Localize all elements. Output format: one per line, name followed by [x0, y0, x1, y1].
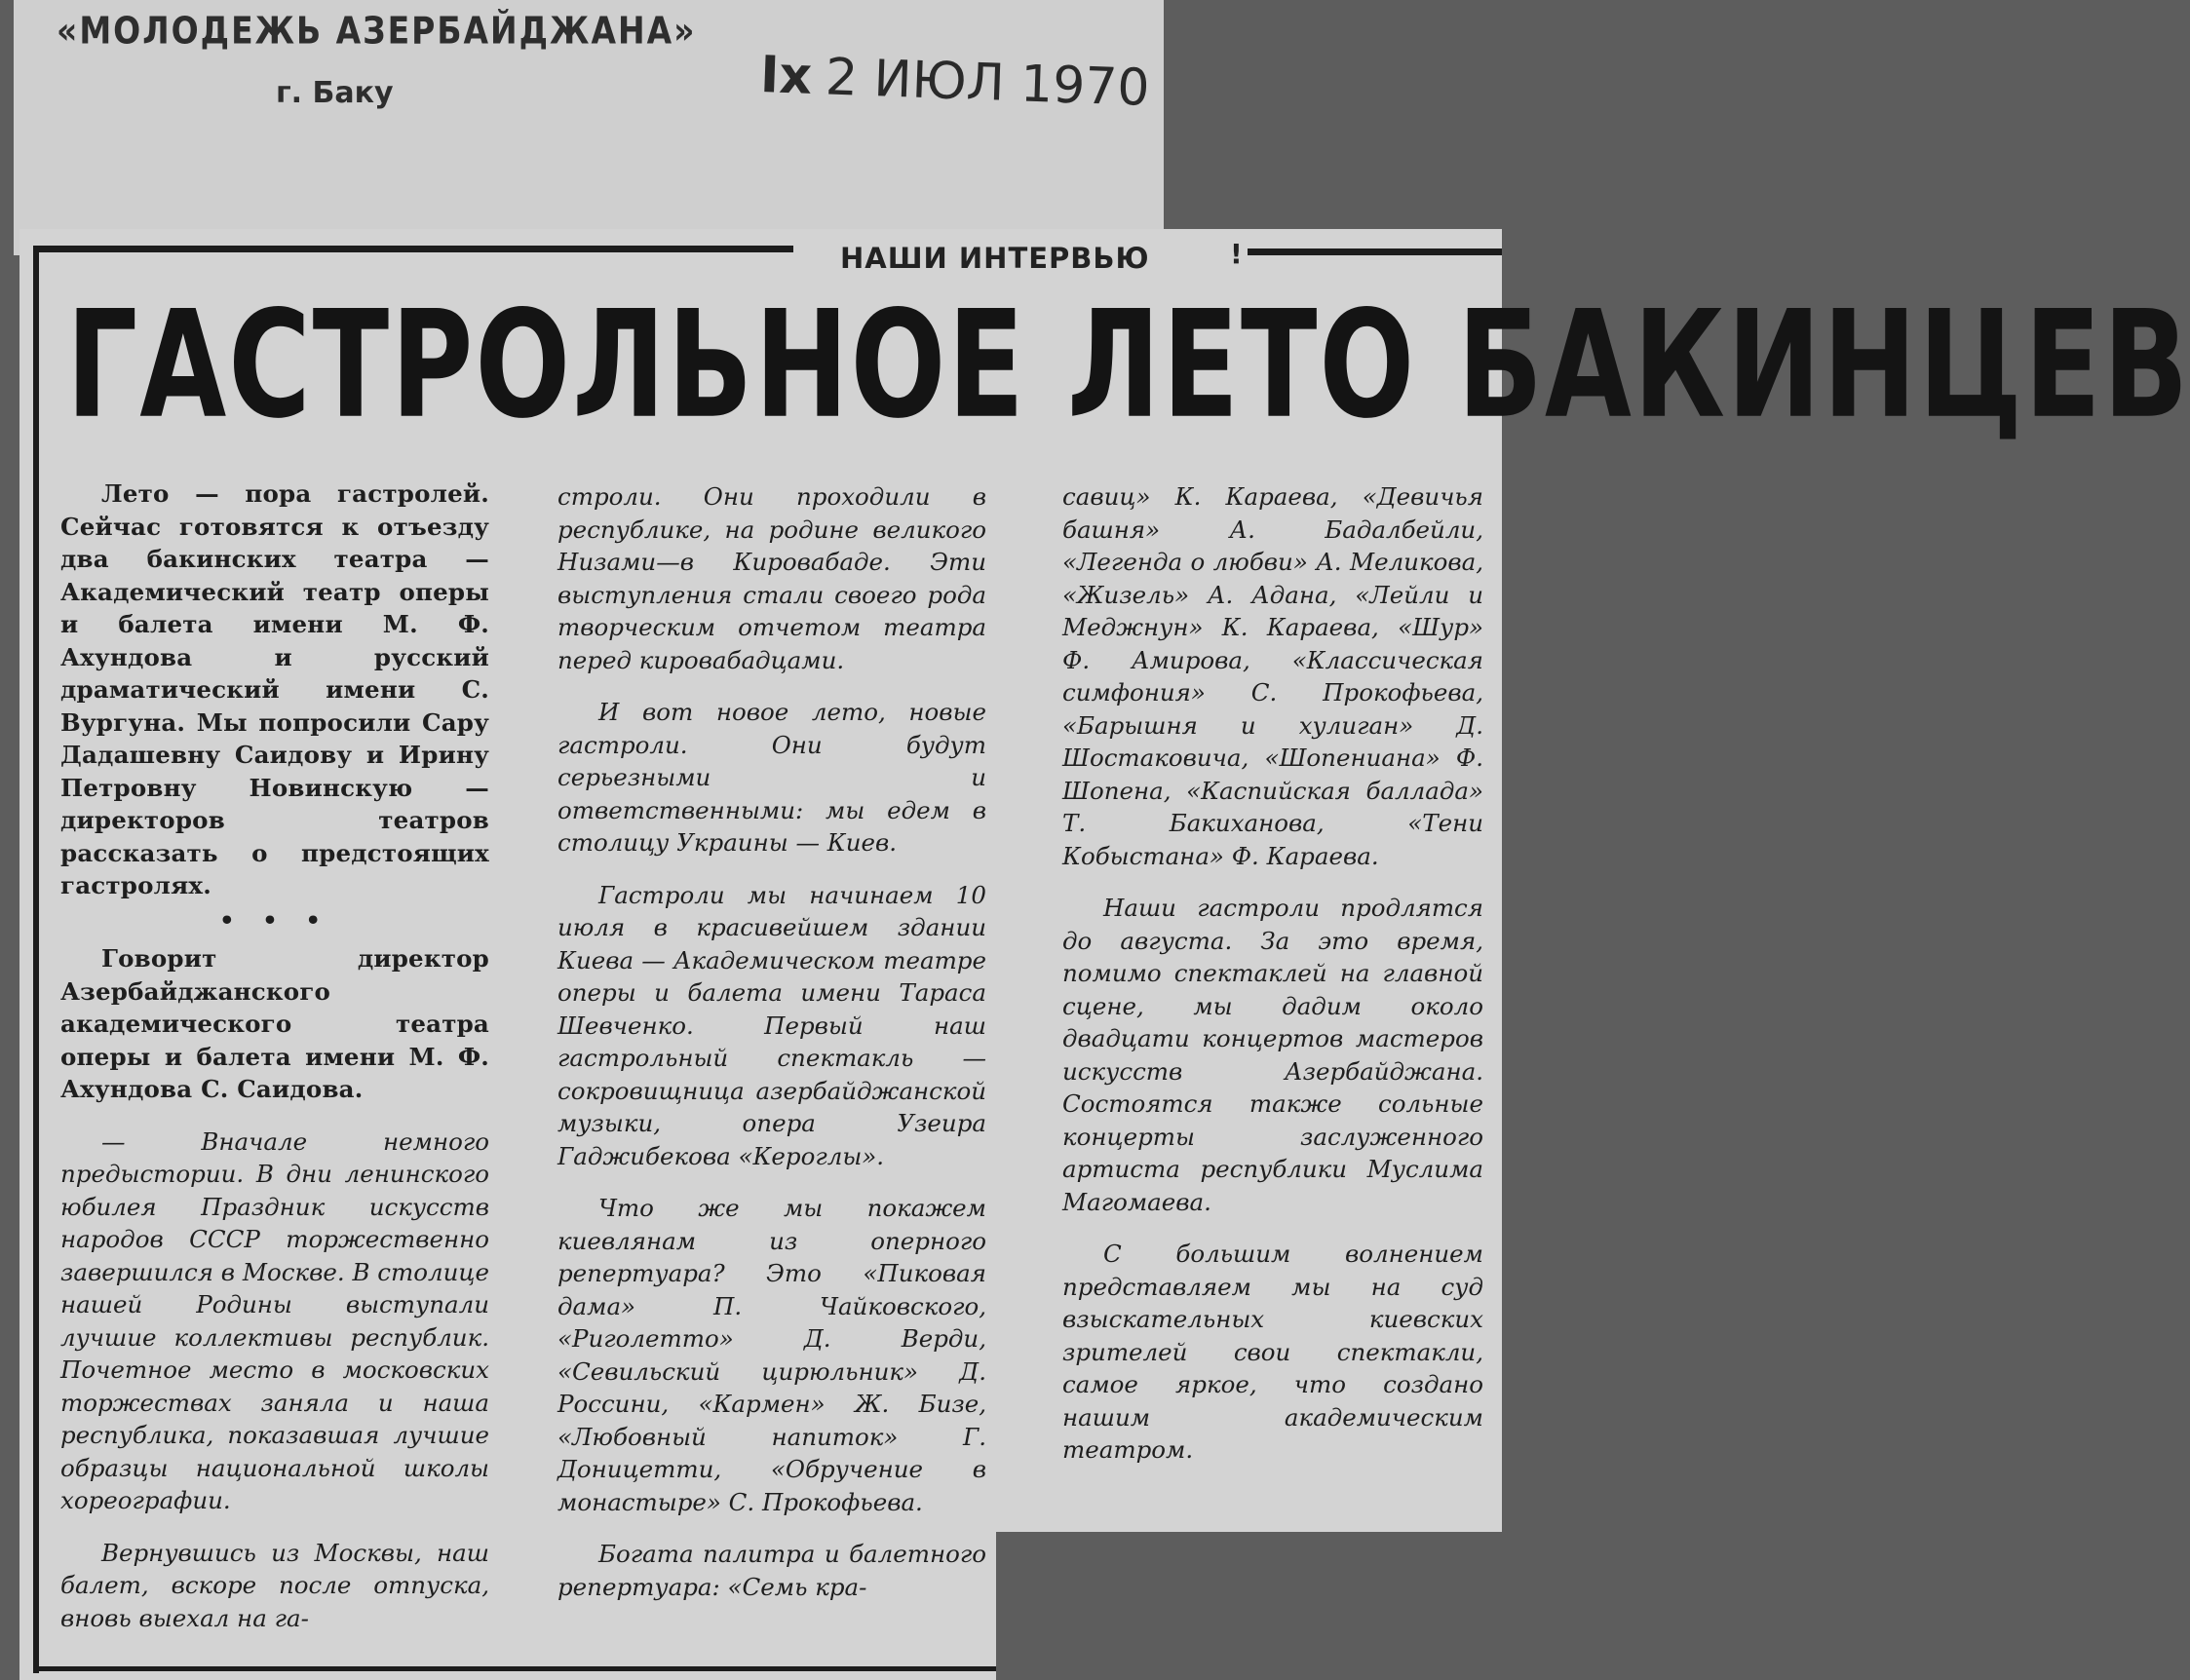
article-column-1 — [60, 477, 489, 1634]
frame-left-rule — [33, 246, 39, 1673]
paragraph-2-end: строли. Они проходили в республике, на родине великого Низами—в Кировабаде. Эти выступления стали своего рода творческим отчетом театра перед кировабадцами. — [557, 482, 986, 674]
paragraph-5: Что же мы покажем киевлянам из оперного репертуара? Это «Пиковая дама» П. Чайковского, «Риголетто» Д. Верди, «Севильский цирюльник» Д. Россини, «Кармен» Ж. Бизе, «Любовный напиток» Г. Доницетти, «Обручение в монастыре» С. Прокофьева. — [557, 1194, 986, 1516]
paragraph-3: И вот новое лето, новые гастроли. Они будут серьезными и ответственными: мы едем в столицу Украины — Киев. — [557, 698, 986, 857]
newspaper-name: «МОЛОДЕЖЬ АЗЕРБАЙДЖАНА» — [57, 9, 697, 53]
frame-bottom-rule — [33, 1666, 1008, 1671]
intro-paragraph: Лето — пора гастролей. Сейчас готовятся к отъезду два бакинских театра — Академический театр оперы и балета имени М. Ф. Ахундова и русский драматический имени С. Вургуна. Мы попросили Сару Дадашевну Саидову и Ирину Петровну Новинскую — директоров театров рассказать о предстоящих гастролях. — [60, 479, 489, 899]
speaker-paragraph: Говорит директор Азербайджанского академического театра оперы и балета имени М. Ф. Ахундова С. Саидова. — [60, 944, 489, 1103]
rubric-label: НАШИ ИНТЕРВЬЮ — [840, 242, 1150, 275]
headline: ГАСТРОЛЬНОЕ ЛЕТО БАКИНЦЕВ — [66, 279, 2190, 452]
paragraph-1: — Вначале немного предыстории. В дни ленинского юбилея Праздник искусств народов СССР торжественно завершился в Москве. В столице нашей Родины выступали лучшие коллективы республик. Почетное место в московских торжествах заняла и наша республика, показавшая лучшие образцы национальной школы хореографии. — [60, 1126, 489, 1514]
paragraph-4: Гастроли мы начинаем 10 июля в красивейшем здании Киева — Академическом театре оперы и балета имени Тараса Шевченко. Первый наш гастрольный спектакль — сокровищница азербайджанской музыки, опера Узеира Гаджибекова «Кероглы». — [557, 880, 986, 1170]
article-column-2 — [557, 480, 986, 1603]
paragraph-2-start: Вернувшись из Москвы, наш балет, вскоре после отпуска, вновь выехал на га- — [60, 1538, 489, 1632]
paragraph-8: С большим волнением представляем мы на суд взыскательных киевских зрителей свои спектакли, самое яркое, что создано нашим академическим театром. — [1062, 1240, 1483, 1464]
rubric-rule-left — [33, 246, 793, 252]
paragraph-7: Наши гастроли продлятся до августа. За это время, помимо спектаклей на главной сцене, мы дадим около двадцати концертов мастеров искусств Азербайджана. Состоятся также сольные концерты заслуженного артиста республики Муслима Магомаева. — [1062, 894, 1483, 1216]
date-stamp-text: 2 ИЮЛ 1970 — [824, 48, 1151, 118]
paragraph-6-end: савиц» К. Караева, «Девичья башня» А. Бадалбейли, «Легенда о любви» А. Меликова, «Жизель» А. Адана, «Лейли и Меджнун» К. Караева, «Шур» Ф. Амирова, «Классическая симфония» С. Прокофьева, «Барышня и хулиган» Д. Шостаковича, «Шопениана» Ф. Шопена, «Каспийская баллада» Т. Бакиханова, «Тени Кобыстана» Ф. Караева. — [1062, 482, 1483, 870]
date-stamp-mark: Iх — [759, 46, 814, 106]
section-divider: • • • — [218, 905, 331, 935]
article-column-3 — [1062, 480, 1483, 1467]
clipping-cutout-corner — [996, 1532, 1502, 1680]
rubric-mark: ! — [1230, 238, 1243, 270]
paragraph-6-start: Богата палитра и балетного репертуара: «Семь кра- — [557, 1540, 986, 1601]
rubric-rule-right — [1248, 248, 1502, 255]
city-line: г. Баку — [276, 76, 394, 110]
